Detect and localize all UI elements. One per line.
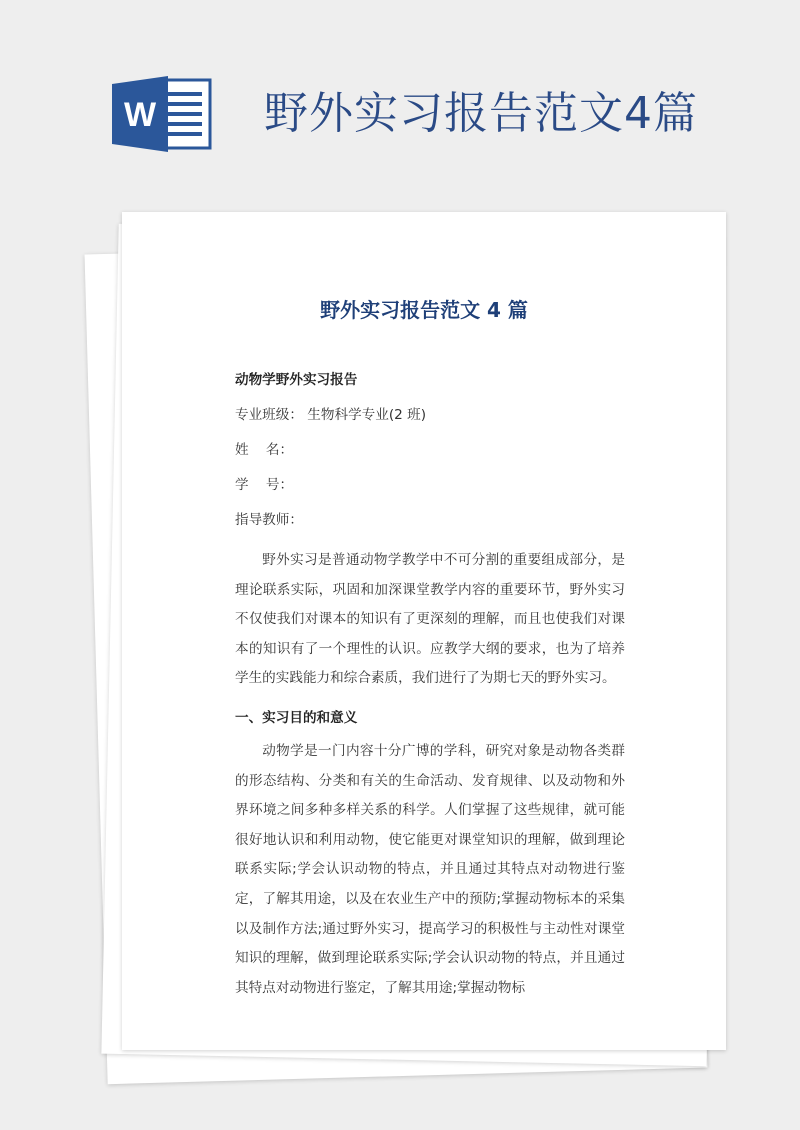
report-subtitle: 动物学野外实习报告	[235, 372, 358, 388]
field-student-id: 学 号：	[235, 477, 294, 493]
document-body	[235, 363, 625, 1008]
word-document-icon	[112, 76, 212, 152]
logo-letter: W	[123, 96, 157, 134]
field-name: 姓 名：	[235, 442, 294, 458]
field-instructor: 指导教师：	[235, 512, 303, 528]
section-paragraph-purpose: 动物学是一门内容十分广博的学科，研究对象是动物各类群的形态结构、分类和有关的生命活动、发育规律、以及动物和外界环境之间多种多样关系的科学。人们掌握了这些规律，就可能很好地认识和利用动物，使它能更对课堂知识的理解，做到理论联系实际;学会认识动物的特点，并且通过其特点对动物进行鉴定，了解其用途，以及在农业生产中的预防;掌握动物标本的采集以及制作方法;通过野外实习，提高学习的积极性与主动性对课堂知识的理解，做到理论联系实际;学会认识动物的特点，并且通过其特点对动物进行鉴定，了解其用途;掌握动物标	[235, 742, 625, 996]
field-class: 专业班级： 生物科学专业(2 班)	[235, 407, 427, 423]
section-heading-purpose: 一、实习目的和意义	[235, 709, 358, 726]
document-title: 野外实习报告范文 4 篇	[320, 298, 528, 322]
intro-paragraph: 野外实习是普通动物学教学中不可分割的重要组成部分，是理论联系实际，巩固和加深课堂教学内容的重要环节，野外实习不仅使我们对课本的知识有了更深刻的理解，而且也使我们对课本的知识有了一个理性的认识。应教学大纲的要求，也为了培养学生的实践能力和综合素质，我们进行了为期七天的野外实习。	[235, 552, 625, 687]
document-page	[122, 212, 726, 1050]
banner-title: 野外实习报告范文4篇	[264, 88, 698, 139]
